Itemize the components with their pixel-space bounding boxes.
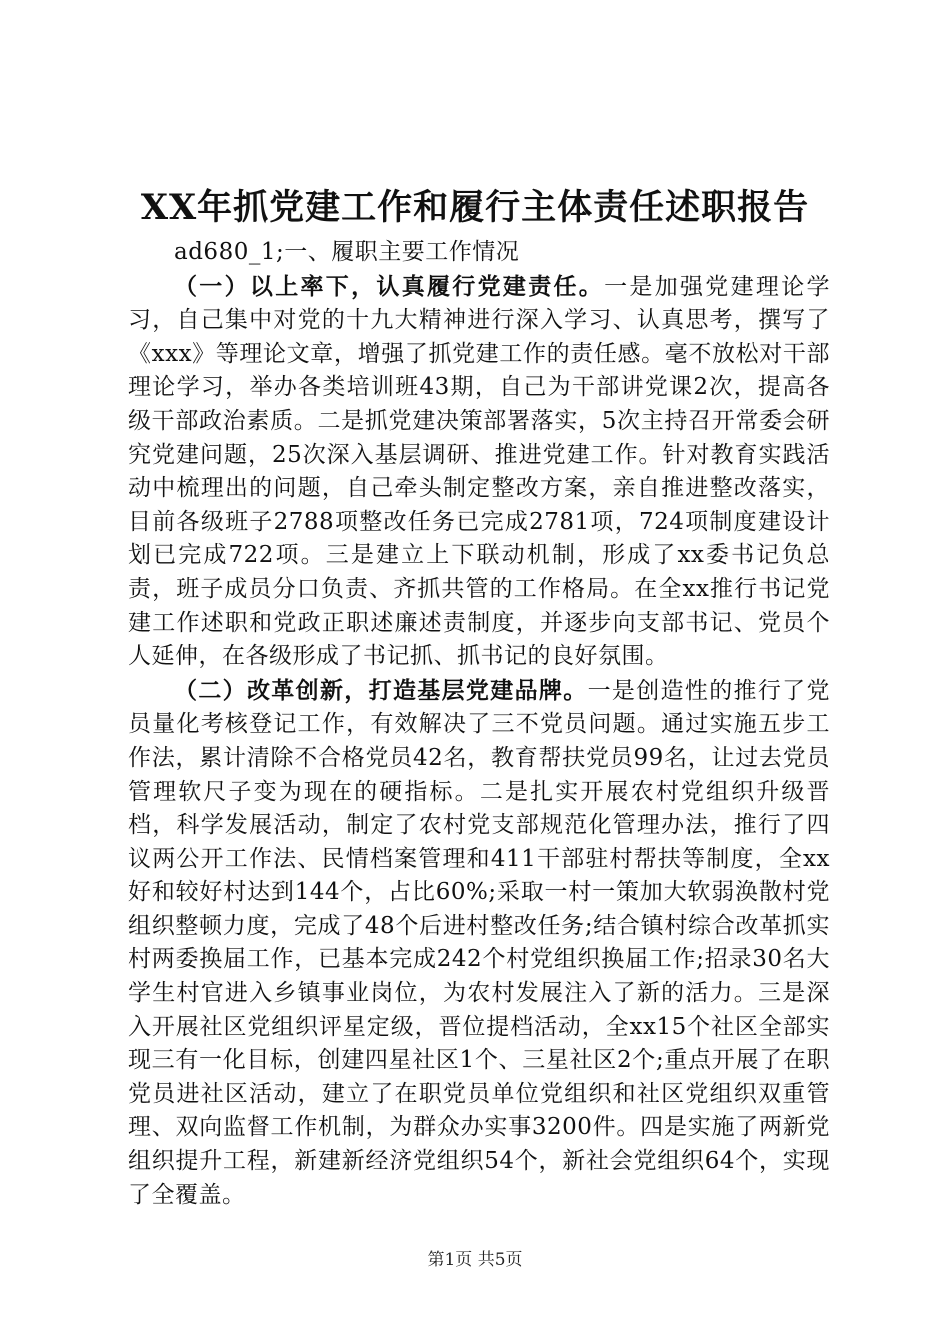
paragraph-1-lead: （一）以上率下，认真履行党建责任。 <box>174 272 605 300</box>
paragraph-2-text: 一是创造性的推行了党员量化考核登记工作，有效解决了三不党员问题。通过实施五步工作法，累计清除不合格党员42名，教育帮扶党员99名，让过去党员管理软尺子变为现在的硬指标。二是扎实开展农村党组织升级晋档，科学发展活动，制定了农村党支部规范化管理办法，推行了四议两公开工作法、民情档案管理和411干部驻村帮扶等制度，全xx好和较好村达到144个，占比60%;采取一村一策加大软弱涣散村党组织整顿力度，完成了48个后进村整改任务;结合镇村综合改革抓实村两委换届工作，已基本完成242个村党组织换届工作;招录30名大学生村官进入乡镇事业岗位，为农村发展注入了新的活力。三是深入开展社区党组织评星定级，晋位提档活动，全xx15个社区全部实现三有一化目标，创建四星社区1个、三星社区2个;重点开展了在职党员进社区活动，建立了在职党员单位党组织和社区党组织双重管理、双向监督工作机制，为群众办实事3200件。四是实施了两新党组织提升工程，新建新经济党组织54个，新社会党组织64个，实现了全覆盖。 <box>128 677 831 1208</box>
paragraph-2-lead: （二）改革创新，打造基层党建品牌。 <box>174 676 588 704</box>
document-title: XX年抓党建工作和履行主体责任述职报告 <box>140 187 810 228</box>
paragraph-1-text: 一是加强党建理论学习，自己集中对党的十九大精神进行深入学习、认真思考，撰写了《xxx》等理论文章，增强了抓党建工作的责任感。毫不放松对干部理论学习，举办各类培训班43期，自己为干部讲党课2次，提高各级干部政治素质。二是抓党建决策部署落实，5次主持召开常委会研究党建问题，25次深入基层调研、推进党建工作。针对教育实践活动中梳理出的问题，自己牵头制定整改方案，亲自推进整改落实，目前各级班子2788项整改任务已完成2781项，724项制度建设计划已完成722项。三是建立上下联动机制，形成了xx委书记负总责，班子成员分口负责、齐抓共管的工作格局。在全xx推行书记党建工作述职和党政正职述廉述责制度，并逐步向支部书记、党员个人延伸，在各级形成了书记抓、抓书记的良好氛围。 <box>128 273 831 670</box>
section-heading: ad680_1;一、履职主要工作情况 <box>174 239 520 265</box>
paragraph-1 <box>128 270 830 674</box>
page-footer: 第1页 共5页 <box>427 1250 523 1270</box>
paragraph-2 <box>128 674 830 1213</box>
document-body <box>128 236 830 1212</box>
